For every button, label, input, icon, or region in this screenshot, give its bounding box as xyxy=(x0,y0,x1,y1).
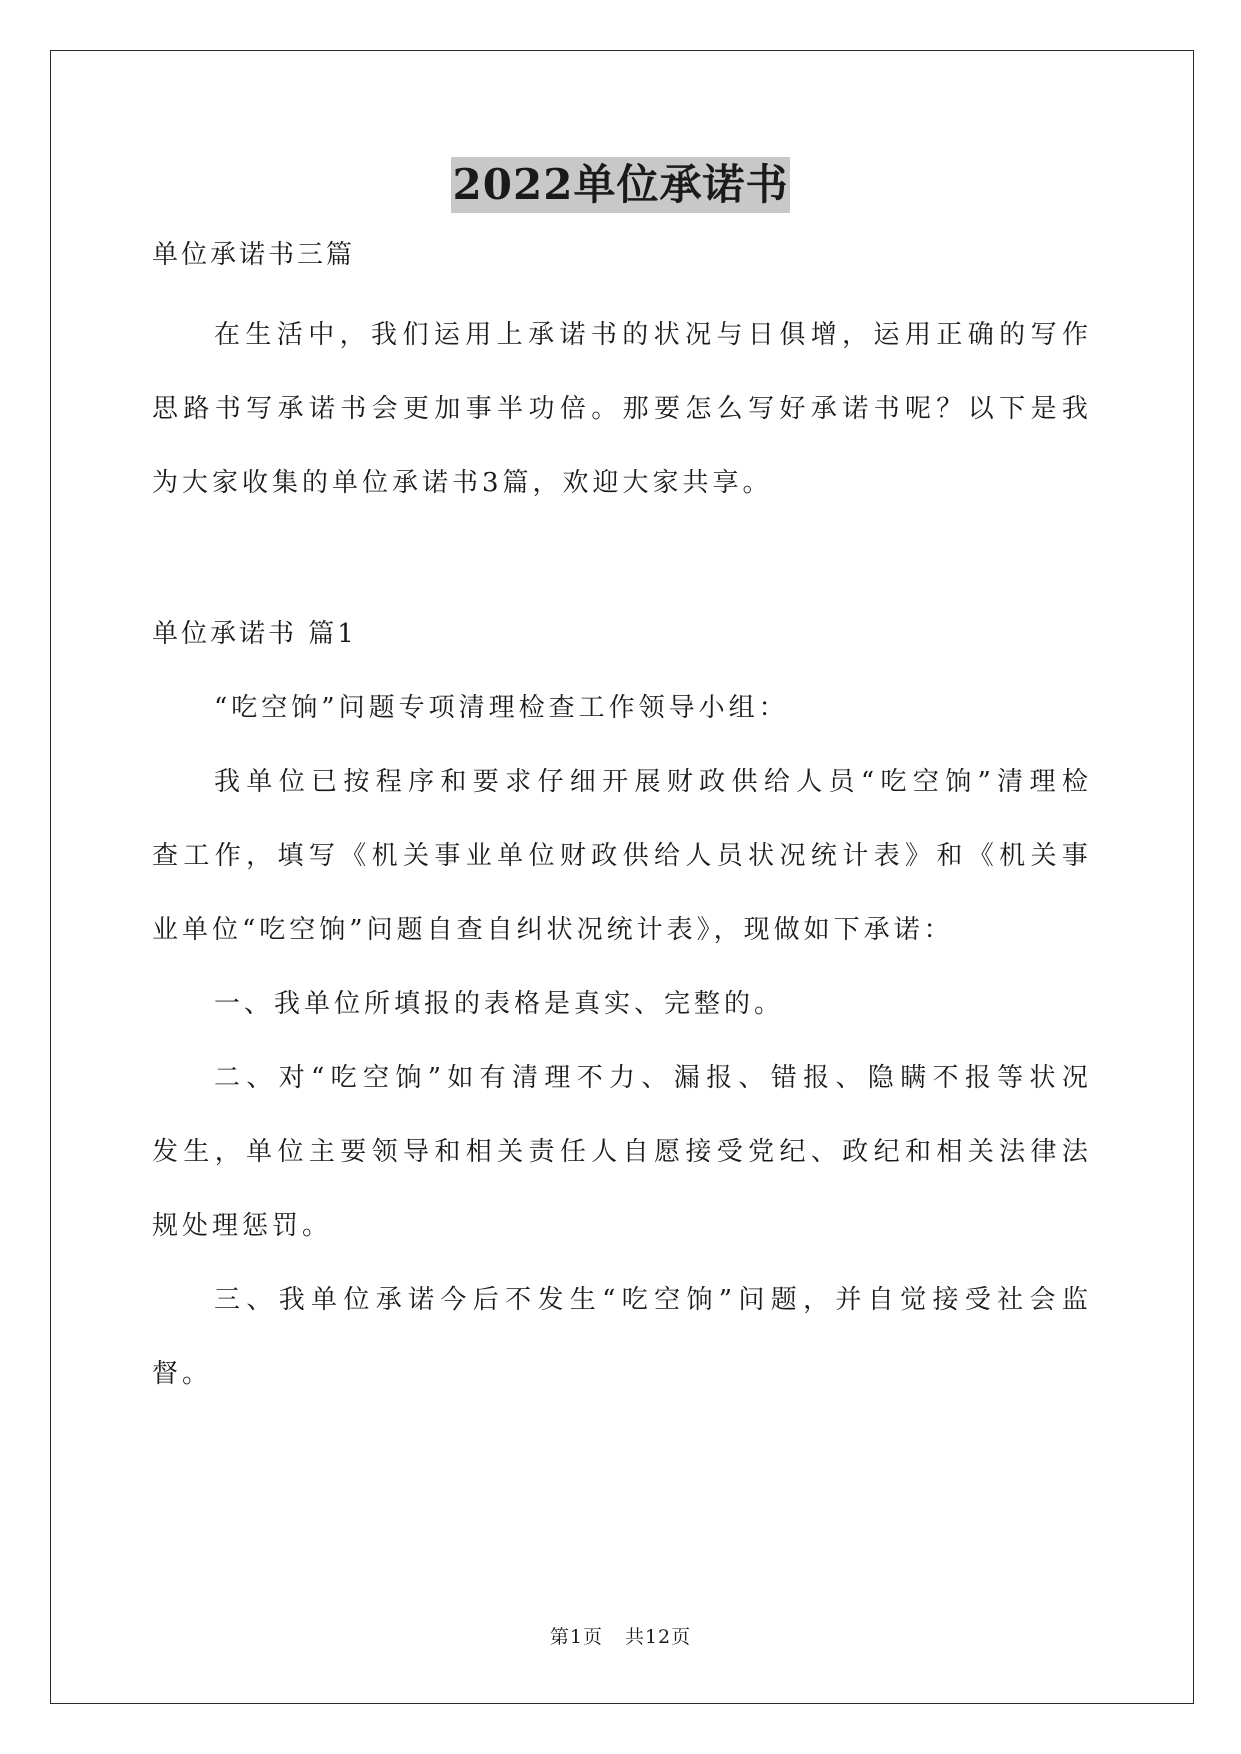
body-line-3: 业单位“吃空饷”问题自查自纠状况统计表》，现做如下承诺： xyxy=(152,915,954,945)
spacer xyxy=(152,355,1092,389)
spacer xyxy=(152,1246,1092,1280)
spacer xyxy=(152,1098,1092,1132)
document-title xyxy=(0,157,1241,213)
item-2-line-3: 规处理惩罚。 xyxy=(152,1211,333,1241)
item-2-line-2: 发 生 ， 单 位 主 要 领 导 和 相 关 责 任 人 自 愿 接 受 党 纪 、 政 纪 和 相 关 法 律 法 xyxy=(152,1137,1092,1167)
spacer xyxy=(152,1024,1092,1058)
intro-line-1: 在 生 活 中 ， 我 们 运 用 上 承 诺 书 的 状 况 与 日 俱 增 ， 运 用 正 确 的 写 作 xyxy=(214,320,1092,350)
intro-line-2: 思 路 书 写 承 诺 书 会 更 加 事 半 功 倍 。 那 要 怎 么 写 好 承 诺 书 呢 ？ 以 下 是 我 xyxy=(152,394,1092,424)
body-line-2: 查 工 作 ， 填 写 《 机 关 事 业 单 位 财 政 供 给 人 员 状 况 统 计 表 》 和 《 机 关 事 xyxy=(152,841,1092,871)
item-3-line-2: 督。 xyxy=(152,1359,213,1389)
item-2-line-1: 二 、 对 “ 吃 空 饷 ” 如 有 清 理 不 力 、 漏 报 、 错 报 、 隐 瞒 不 报 等 状 况 xyxy=(214,1063,1092,1093)
spacer xyxy=(152,876,1092,910)
commitment-item-1: 一、我单位所填报的表格是真实、完整的。 xyxy=(214,989,785,1019)
intro-line-3: 为大家收集的单位承诺书3篇，欢迎大家共享。 xyxy=(152,468,773,498)
commitment-item-2 xyxy=(152,1058,1092,1246)
spacer xyxy=(152,802,1092,836)
commitment-item-3 xyxy=(152,1280,1092,1394)
section-heading: 单位承诺书 篇1 xyxy=(152,619,357,649)
page-number-total: 共12页 xyxy=(624,1626,692,1648)
page-number-current: 第1页 xyxy=(549,1626,603,1648)
spacer xyxy=(152,275,1092,315)
page-footer xyxy=(0,1625,1241,1649)
item-3-line-1: 三 、 我 单 位 承 诺 今 后 不 发 生 “ 吃 空 饷 ” 问 题 ， 并 自 觉 接 受 社 会 监 xyxy=(214,1285,1092,1315)
body-line-1: 我 单 位 已 按 程 序 和 要 求 仔 细 开 展 财 政 供 给 人 员 “ 吃 空 饷 ” 清 理 检 xyxy=(214,767,1092,797)
spacer xyxy=(152,950,1092,984)
intro-paragraph xyxy=(152,315,1092,503)
document-subtitle: 单位承诺书三篇 xyxy=(152,240,356,270)
salutation: “吃空饷”问题专项清理检查工作领导小组： xyxy=(214,693,789,723)
spacer xyxy=(152,654,1092,688)
body-paragraph-1 xyxy=(152,762,1092,950)
document-body xyxy=(152,235,1092,1394)
document-title-text: 2022单位承诺书 xyxy=(451,157,791,213)
spacer xyxy=(152,1320,1092,1354)
spacer xyxy=(152,503,1092,614)
spacer xyxy=(152,728,1092,762)
spacer xyxy=(152,1172,1092,1206)
spacer xyxy=(152,429,1092,463)
